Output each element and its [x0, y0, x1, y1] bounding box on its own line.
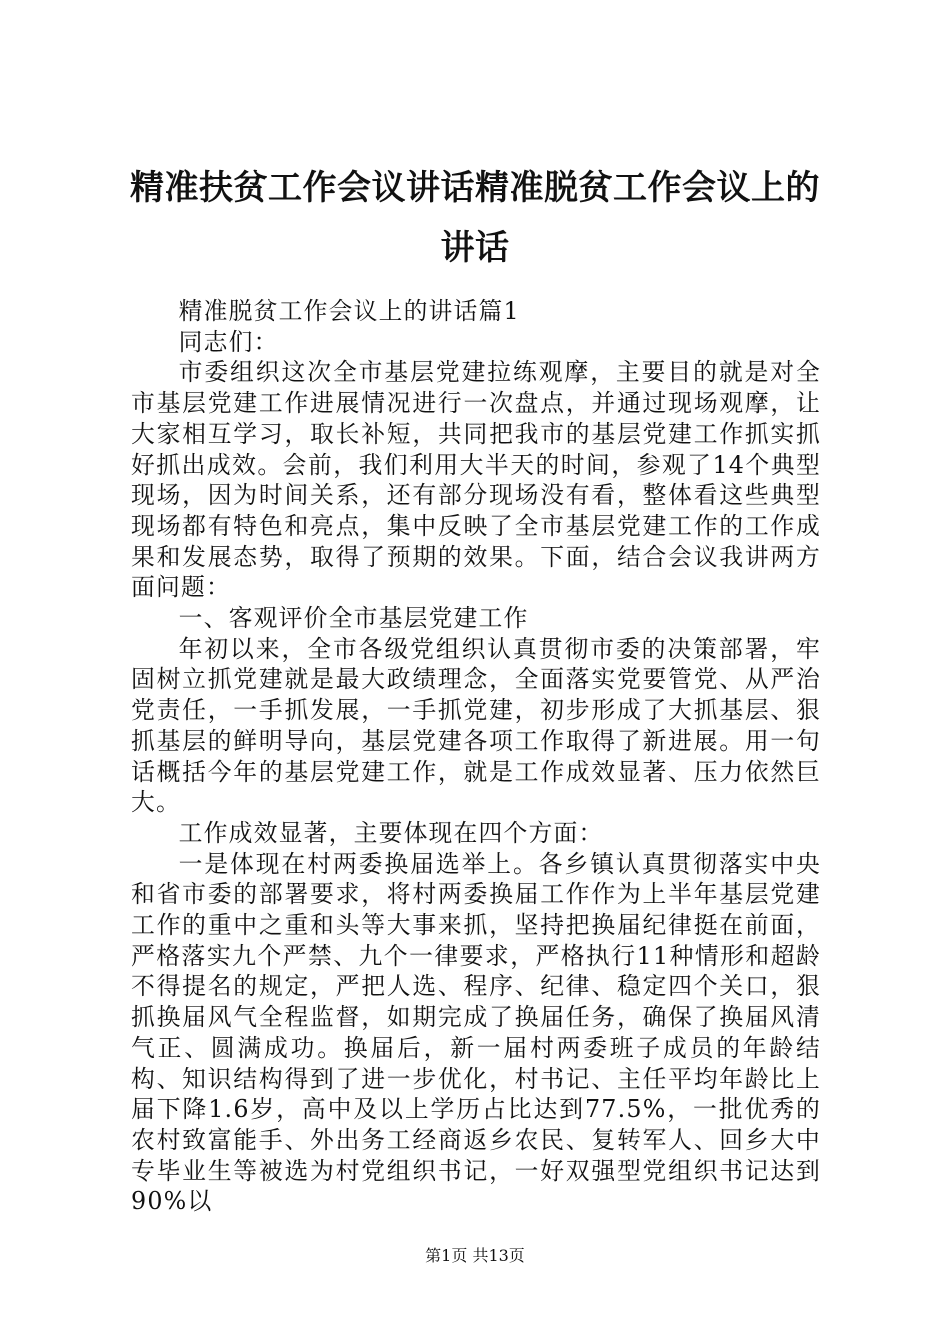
document-body [131, 296, 821, 1217]
paragraph-overview: 年初以来，全市各级党组织认真贯彻市委的决策部署，牢固树立抓党建就是最大政绩理念，全面落实党要管党、从严治党责任，一手抓发展，一手抓党建，初步形成了大抓基层、狠抓基层的鲜明导向，基层党建各项工作取得了新进展。用一句话概括今年的基层党建工作，就是工作成效显著、压力依然巨大。 [131, 634, 821, 817]
paragraph-salutation: 同志们： [178, 327, 279, 356]
document-title: 精准扶贫工作会议讲话精准脱贫工作会议上的讲话 [130, 168, 820, 268]
paragraph-intro: 市委组织这次全市基层党建拉练观摩，主要目的就是对全市基层党建工作进展情况进行一次盘点，并通过现场观摩，让大家相互学习，取长补短，共同把我市的基层党建工作抓实抓好抓出成效。会前，我们利用大半天的时间，参观了14个典型现场，因为时间关系，还有部分现场没有看，整体看这些典型现场都有特色和亮点，集中反映了全市基层党建工作的工作成果和发展态势，取得了预期的效果。下面，结合会议我讲两方面问题： [131, 358, 821, 602]
page-number-footer: 第1页 共13页 [425, 1246, 525, 1265]
paragraph-achievements-lead: 工作成效显著，主要体现在四个方面： [178, 818, 604, 847]
section-heading: 一、客观评价全市基层党建工作 [178, 604, 529, 633]
paragraph-point-one: 一是体现在村两委换届选举上。各乡镇认真贯彻落实中央和省市委的部署要求，将村两委换届工作作为上半年基层党建工作的重中之重和头等大事来抓，坚持把换届纪律挺在前面，严格落实九个严禁、九个一律要求，严格执行11种情形和超龄不得提名的规定，严把人选、程序、纪律、稳定四个关口，狠抓换届风气全程监督，如期完成了换届任务，确保了换届风清气正、圆满成功。换届后，新一届村两委班子成员的年龄结构、知识结构得到了进一步优化，村书记、主任平均年龄比上届下降1.6岁，高中及以上学历占比达到77.5%，一批优秀的农村致富能手、外出务工经商返乡农民、复转军人、回乡大中专毕业生等被选为村党组织书记，一好双强型党组织书记达到90%以 [131, 849, 821, 1216]
paragraph-subtitle: 精准脱贫工作会议上的讲话篇1 [178, 297, 520, 325]
